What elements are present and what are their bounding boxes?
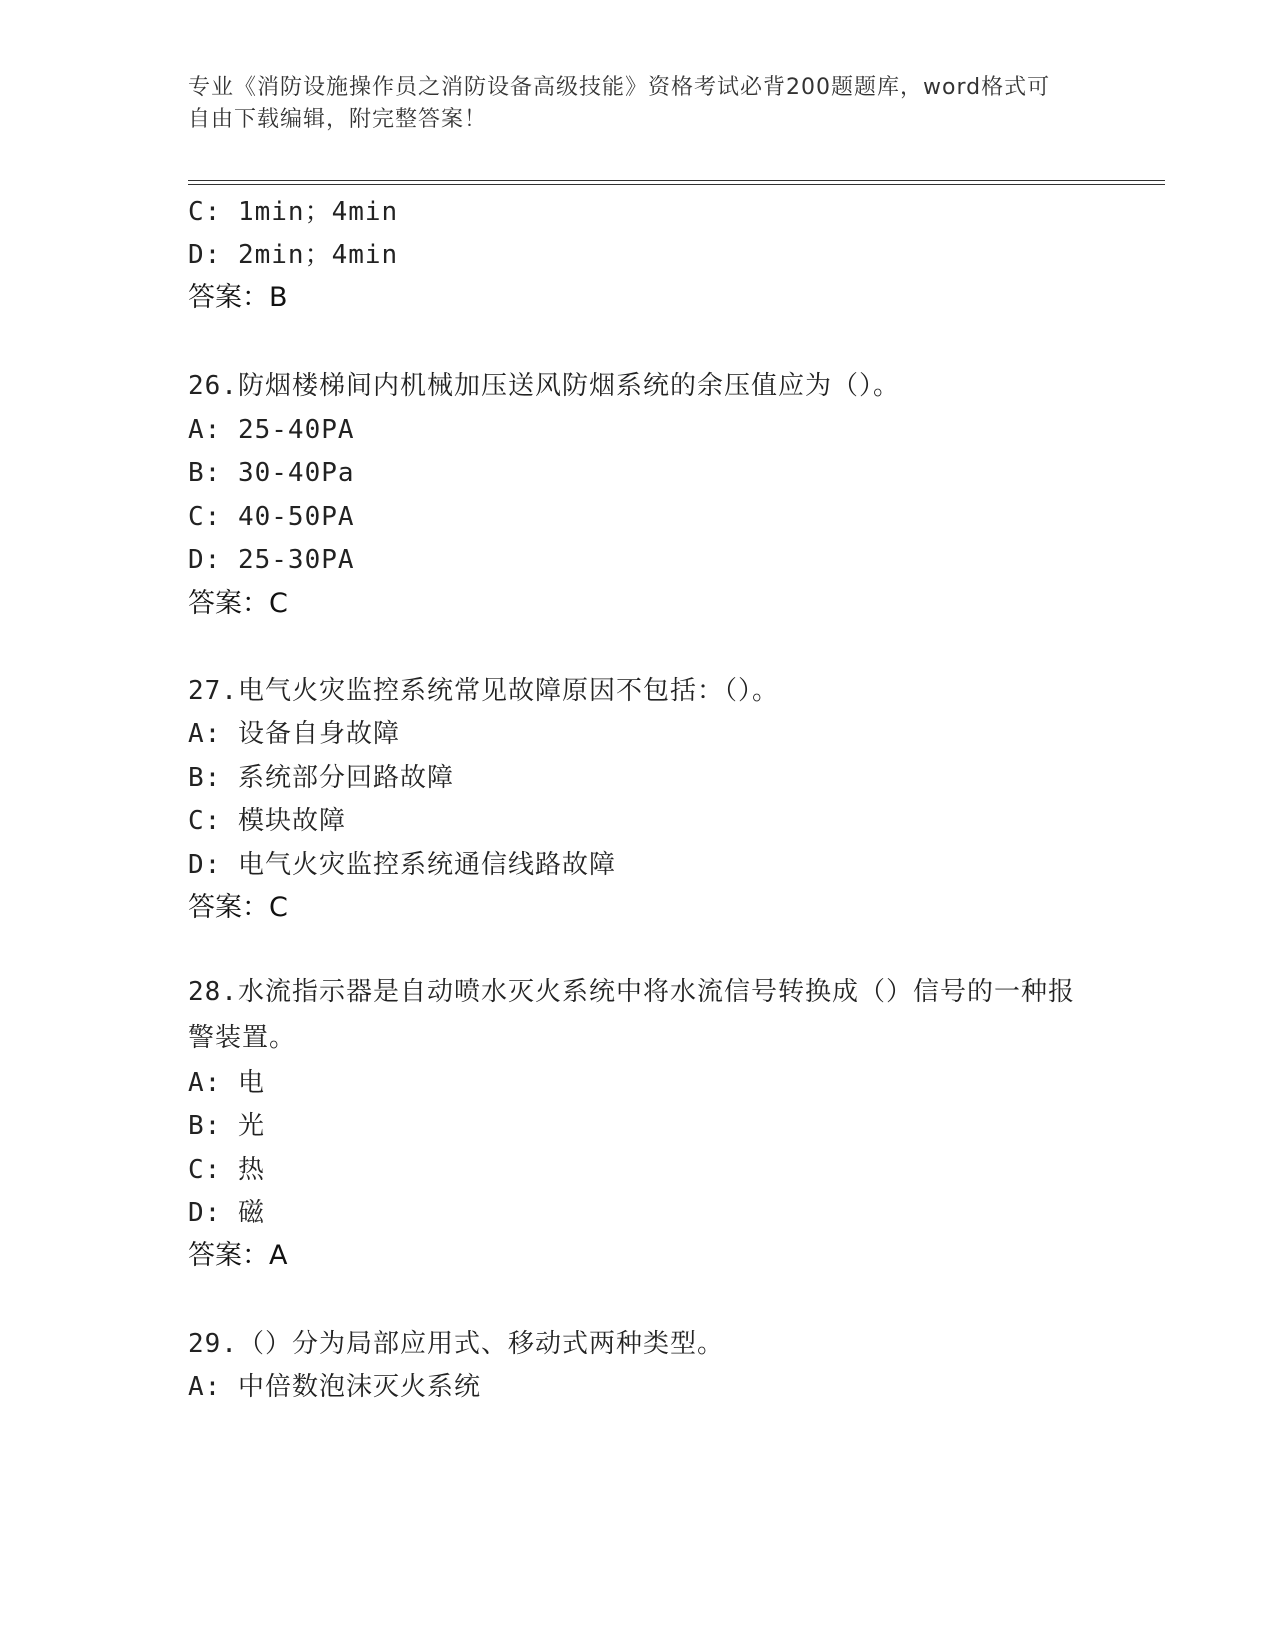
question-26-option-c: C: 40-50PA <box>188 502 355 532</box>
question-27-answer: 答案：C <box>188 892 288 923</box>
question-27-option-d: D: 电气火灾监控系统通信线路故障 <box>188 850 616 880</box>
question-26-option-d: D: 25-30PA <box>188 545 355 575</box>
question-26-option-a: A: 25-40PA <box>188 415 355 445</box>
question-27-text: 27.电气火灾监控系统常见故障原因不包括：（）。 <box>188 676 779 706</box>
header-divider-top <box>188 180 1165 181</box>
prev-answer: 答案：B <box>188 282 288 313</box>
prev-option-d: D: 2min；4min <box>188 240 399 270</box>
question-28-option-a: A: 电 <box>188 1068 265 1098</box>
question-29-text: 29.（）分为局部应用式、移动式两种类型。 <box>188 1329 724 1359</box>
question-26-text: 26.防烟楼梯间内机械加压送风防烟系统的余压值应为（）。 <box>188 371 900 401</box>
question-28-text: 28.水流指示器是自动喷水灭火系统中将水流信号转换成（）信号的一种报警装置。 <box>188 977 1075 1053</box>
question-26-answer: 答案：C <box>188 588 288 619</box>
question-29-option-a: A: 中倍数泡沫灭火系统 <box>188 1372 481 1402</box>
prev-option-c: C: 1min；4min <box>188 197 399 227</box>
question-27-option-b: B: 系统部分回路故障 <box>188 763 454 793</box>
document-header: 专业《消防设施操作员之消防设备高级技能》资格考试必背200题题库，word格式可自由下载编辑，附完整答案！ <box>188 75 1051 132</box>
header-divider-bottom <box>188 184 1165 185</box>
question-28-option-d: D: 磁 <box>188 1198 265 1228</box>
question-26-option-b: B: 30-40Pa <box>188 458 355 488</box>
question-27-option-a: A: 设备自身故障 <box>188 719 400 749</box>
question-27-option-c: C: 模块故障 <box>188 806 346 836</box>
question-28-answer: 答案：A <box>188 1240 288 1271</box>
question-28-option-c: C: 热 <box>188 1155 265 1185</box>
question-28-option-b: B: 光 <box>188 1111 265 1141</box>
